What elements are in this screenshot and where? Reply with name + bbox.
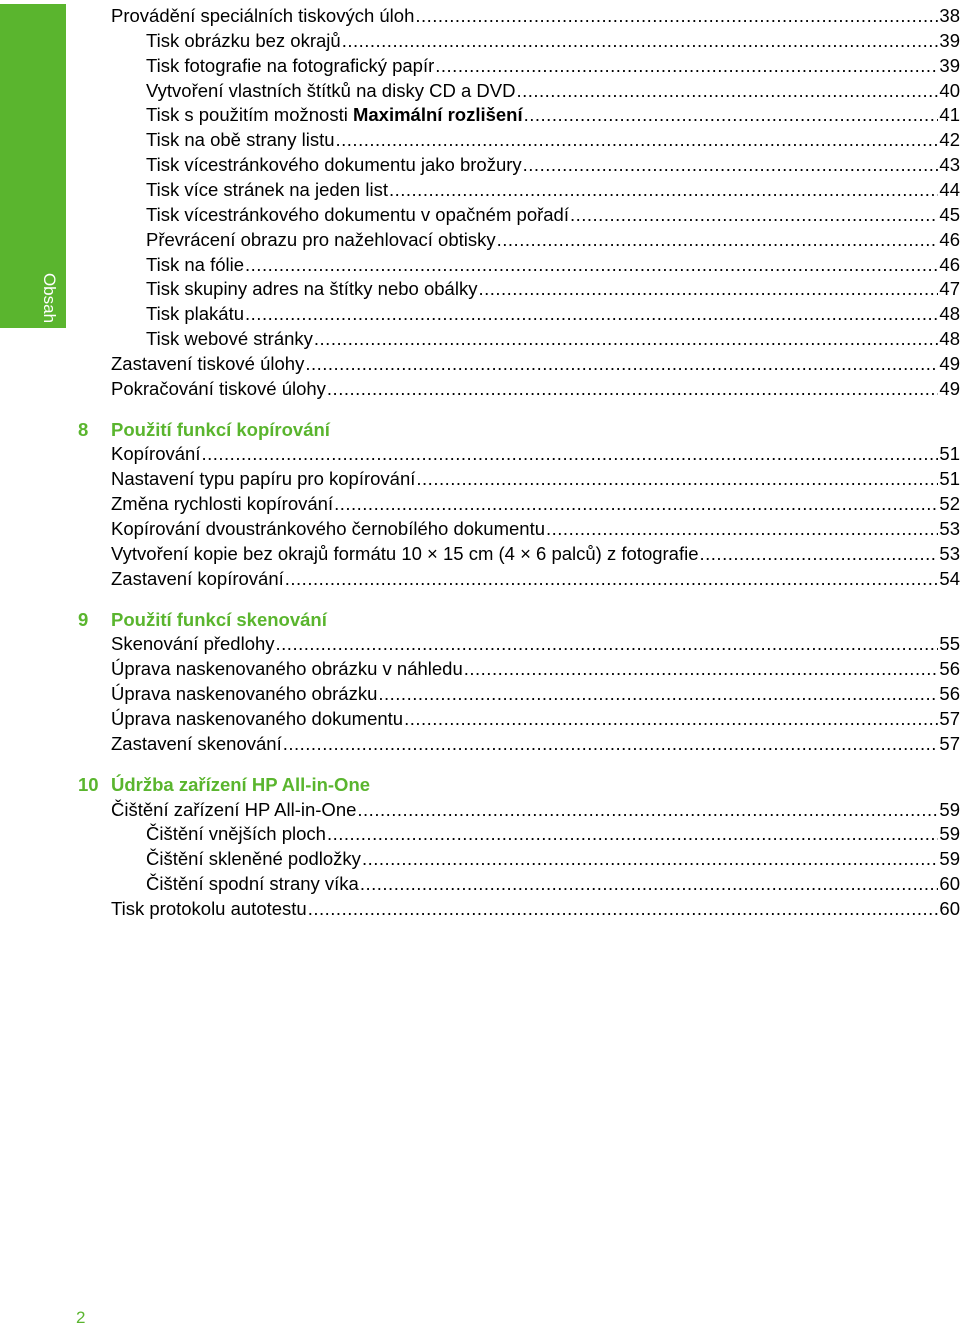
toc-entry[interactable] [111,492,960,516]
dot-leader [570,203,938,227]
dot-leader [336,128,939,152]
dot-leader [435,54,938,78]
toc-entry[interactable] [111,732,960,756]
side-tab [0,4,66,328]
toc-entry[interactable] [146,178,960,202]
dot-leader [389,178,938,202]
toc-entry-title: Tisk fotografie na fotografický papír [146,54,435,76]
toc-entry[interactable] [111,352,960,376]
dot-leader [342,29,939,53]
toc-entry[interactable] [146,153,960,177]
toc-entry-title: Tisk skupiny adres na štítky nebo obálky [146,278,478,300]
toc-entry-title: Provádění speciálních tiskových úloh [111,5,415,26]
toc-entry-page: 57 [939,707,960,729]
toc-entry[interactable] [111,657,960,681]
toc-entry-title: Tisk protokolu autotestu [111,897,307,919]
dot-leader [415,4,938,28]
toc-entry-title: Tisk plakátu [146,303,245,325]
toc-entry[interactable] [146,29,960,53]
toc-entry[interactable] [111,567,960,591]
dot-leader [360,872,939,896]
toc-entry-page: 59 [939,823,960,845]
dot-leader [314,327,939,351]
toc-entry[interactable] [146,128,960,152]
toc-entry[interactable] [146,847,960,871]
toc-entry-title: Skenování předlohy [111,633,275,655]
toc-entry-page: 47 [939,278,960,300]
toc-entry-title: Tisk vícestránkového dokumentu v opačném pořadí [146,203,569,225]
toc-entry-title: Tisk více stránek na jeden list [146,178,388,200]
dot-leader [201,442,938,466]
toc-entry-title: Změna rychlosti kopírování [111,493,334,515]
dot-leader [523,153,939,177]
dot-leader [464,657,939,681]
chapter-heading[interactable] [0,418,960,442]
toc-entry-title: Úprava naskenovaného obrázku v náhledu [111,658,463,680]
chapter-heading[interactable] [0,608,960,632]
toc-entry-title: Tisk webové stránky [146,328,313,350]
dot-leader [478,277,938,301]
toc-entry-title: Zastavení kopírování [111,567,284,589]
toc-entry[interactable] [146,253,960,277]
side-tab-label: Obsah [40,272,59,324]
chapter-title: Údržba zařízení HP All-in-One [111,773,371,795]
page-number: 2 [76,1308,86,1327]
toc-entry[interactable] [111,4,960,28]
toc-entry-title: Zastavení tiskové úlohy [111,352,305,374]
toc-entry-page: 41 [939,104,960,126]
chapter-title: Použití funkcí kopírování [111,418,330,440]
toc-entry-page: 42 [939,129,960,151]
dot-leader [327,822,938,846]
dot-leader [524,103,939,127]
toc-entry-page: 48 [939,328,960,350]
toc-entry[interactable] [111,707,960,731]
toc-entry-title: Vytvoření kopie bez okrajů formátu 10 × 15 cm (4 × 6 palců) z fotografie [111,542,699,564]
toc-entry-title: Kopírování dvoustránkového černobílého dokumentu [111,518,546,539]
toc-entry[interactable] [146,79,960,103]
toc-entry-page: 39 [939,29,960,51]
dot-leader [308,897,939,921]
toc-entry-page: 56 [939,658,960,680]
toc-entry-page: 51 [939,443,960,465]
toc-entry-title: Převrácení obrazu pro nažehlovací obtisky [146,228,496,250]
toc-entry-page: 49 [939,352,960,374]
dot-leader [305,352,938,376]
toc-entry[interactable] [111,517,960,541]
chapter-heading[interactable] [0,773,960,797]
dot-leader [276,632,939,656]
toc-entry[interactable] [111,542,960,566]
toc-entry-page: 39 [939,54,960,76]
dot-leader [283,732,939,756]
toc-entry[interactable] [111,442,960,466]
toc-entry-page: 43 [939,154,960,176]
chapter-number: 8 [78,418,89,440]
toc-entry-page: 56 [939,683,960,705]
toc-entry[interactable] [111,467,960,491]
dot-leader [357,798,938,822]
toc-entry-page: 46 [939,253,960,275]
toc-entry-page: 60 [939,873,960,895]
dot-leader [378,682,938,706]
toc-entry-title: Zastavení skenování [111,732,282,754]
dot-leader [497,228,939,252]
toc-entry-title: Nastavení typu papíru pro kopírování [111,468,416,490]
toc-entry-page: 49 [939,377,960,399]
toc-entry[interactable] [146,228,960,252]
toc-entry-title: Kopírování [111,443,201,465]
toc-entry-page: 55 [939,633,960,655]
toc-entry-title: Tisk obrázku bez okrajů [146,29,341,51]
chapter-number: 9 [78,608,89,630]
toc-entry-page: 44 [939,178,960,200]
toc-entry-page: 51 [939,468,960,490]
toc-entry[interactable] [146,277,960,301]
toc-entry-page: 45 [939,203,960,225]
toc-entry-page: 53 [939,518,960,539]
toc-entry[interactable] [111,377,960,401]
toc-entry-title: Čištění zařízení HP All-in-One [111,798,357,820]
toc-entry-title: Tisk na fólie [146,253,245,275]
toc-entry[interactable] [146,203,960,227]
toc-entry-title: Tisk vícestránkového dokumentu jako brožury [146,154,522,176]
toc-entry[interactable] [111,632,960,656]
toc-entry[interactable] [146,54,960,78]
toc-entry-page: 59 [939,848,960,870]
toc-entry-page: 46 [939,228,960,250]
dot-leader [285,567,939,591]
toc-entry[interactable] [146,872,960,896]
toc-entry-page: 52 [939,493,960,515]
dot-leader [334,492,938,516]
toc-entry[interactable] [146,103,960,127]
toc-entry[interactable] [146,302,960,326]
toc-entry[interactable] [111,798,960,822]
toc-entry-title: Čištění skleněné podložky [146,848,361,870]
dot-leader [700,542,939,566]
dot-leader [245,253,938,277]
toc-entry-page: 48 [939,303,960,325]
dot-leader [404,707,938,731]
toc-entry[interactable] [111,682,960,706]
toc-entry-page: 60 [939,897,960,919]
toc-entry-title: Tisk s použitím možnosti Maximální rozlišení [146,104,523,126]
dot-leader [416,467,938,491]
dot-leader [327,377,939,401]
toc-entry-title: Úprava naskenovaného obrázku [111,683,378,705]
dot-leader [362,847,938,871]
toc-entry-page: 53 [939,542,960,564]
chapter-number: 10 [78,773,99,795]
toc-entry-title: Úprava naskenovaného dokumentu [111,707,404,729]
toc-entry-page: 59 [939,798,960,820]
dot-leader [546,517,938,541]
toc-entry[interactable] [146,822,960,846]
toc-entry-page: 57 [939,732,960,754]
toc-entry-page: 40 [939,79,960,101]
dot-leader [245,302,938,326]
toc-entry-title: Čištění spodní strany víka [146,873,359,895]
toc-entry[interactable] [111,897,960,921]
toc-entry-page: 38 [939,5,960,26]
toc-entry-title: Pokračování tiskové úlohy [111,377,326,399]
toc-entry-page: 54 [939,567,960,589]
toc-entry-title: Čištění vnějších ploch [146,823,326,845]
toc-entry-title: Tisk na obě strany listu [146,129,335,151]
toc-entry-title: Vytvoření vlastních štítků na disky CD a DVD [146,79,516,101]
dot-leader [516,79,938,103]
toc-entry[interactable] [146,327,960,351]
chapter-title: Použití funkcí skenování [111,608,327,630]
